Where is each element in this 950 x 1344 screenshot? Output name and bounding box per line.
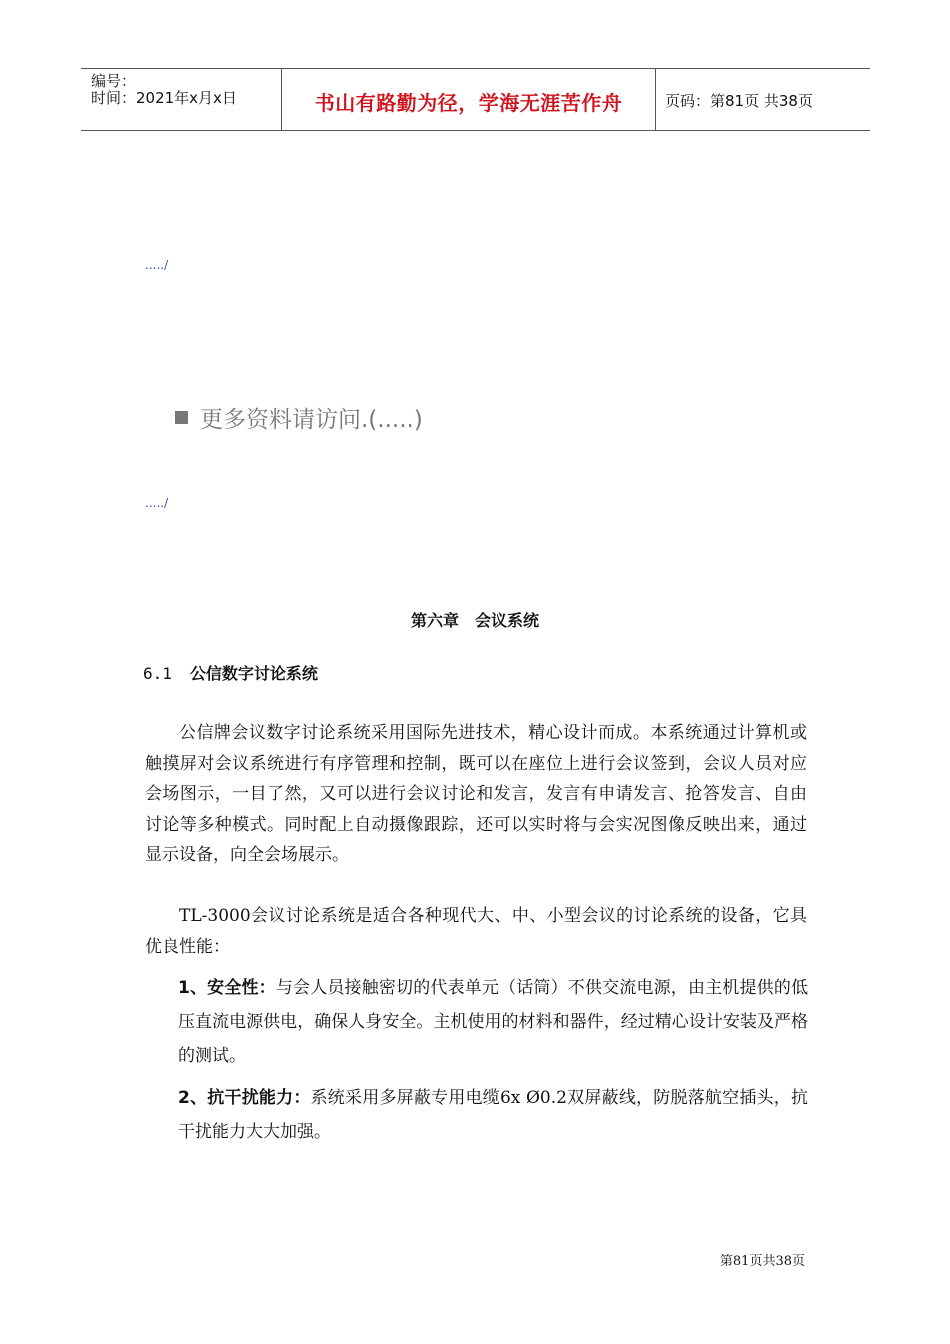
- more-info-text: 更多资料请访问.(.....): [200, 407, 423, 433]
- feature-item: [178, 1081, 808, 1149]
- chapter-title: 第六章 会议系统: [410, 611, 539, 630]
- feature-text: 与会人员接触密切的代表单元（话筒）不供交流电源，由主机提供的低压直流电源供电，确保人身安全。主机使用的材料和器件，经过精心设计安装及严格的测试。: [178, 978, 808, 1066]
- feature-item: [178, 971, 808, 1073]
- document-time-label: 时间：2021年x月x日: [91, 89, 237, 107]
- header-meta-cell: [81, 69, 281, 130]
- document-number-label: 编号：: [91, 72, 137, 90]
- header-page-cell: [655, 69, 870, 130]
- square-bullet-icon: [175, 411, 188, 424]
- dots-link-2[interactable]: ...../: [145, 496, 169, 510]
- section-title: 公信数字讨论系统: [189, 664, 318, 683]
- page-footer: 第81页共38页: [719, 1254, 805, 1269]
- feature-label: 2、抗干扰能力：: [178, 1088, 311, 1108]
- header-motto-cell: [281, 69, 656, 130]
- paragraph-intro: 公信牌会议数字讨论系统采用国际先进技术，精心设计而成。本系统通过计算机或触摸屏对会议系统进行有序管理和控制，既可以在座位上进行会议签到，会议人员对应会场图示，一目了然，又可以进行会议讨论和发言，发言有申请发言、抢答发言、自由讨论等多种模式。同时配上自动摄像跟踪，还可以实时将与会实况图像反映出来，通过显示设备，向全会场展示。: [145, 723, 807, 865]
- section-heading: [143, 661, 318, 684]
- header-table: [81, 68, 870, 131]
- paragraph-performance: TL-3000会议讨论系统是适合各种现代大、中、小型会议的讨论系统的设备，它具优良性能：: [145, 906, 807, 957]
- dots-link-1[interactable]: ...../: [145, 258, 169, 272]
- header-motto: 书山有路勤为径，学海无涯苦作舟: [314, 91, 623, 115]
- feature-label: 1、安全性：: [178, 978, 276, 998]
- header-page-code: 页码：第81页 共38页: [665, 92, 813, 110]
- more-info-link[interactable]: [175, 401, 423, 434]
- section-number: 6.1: [143, 664, 172, 683]
- feature-text: 系统采用多屏蔽专用电缆6x Ø0.2双屏蔽线，防脱落航空插头，抗干扰能力大大加强。: [178, 1088, 808, 1142]
